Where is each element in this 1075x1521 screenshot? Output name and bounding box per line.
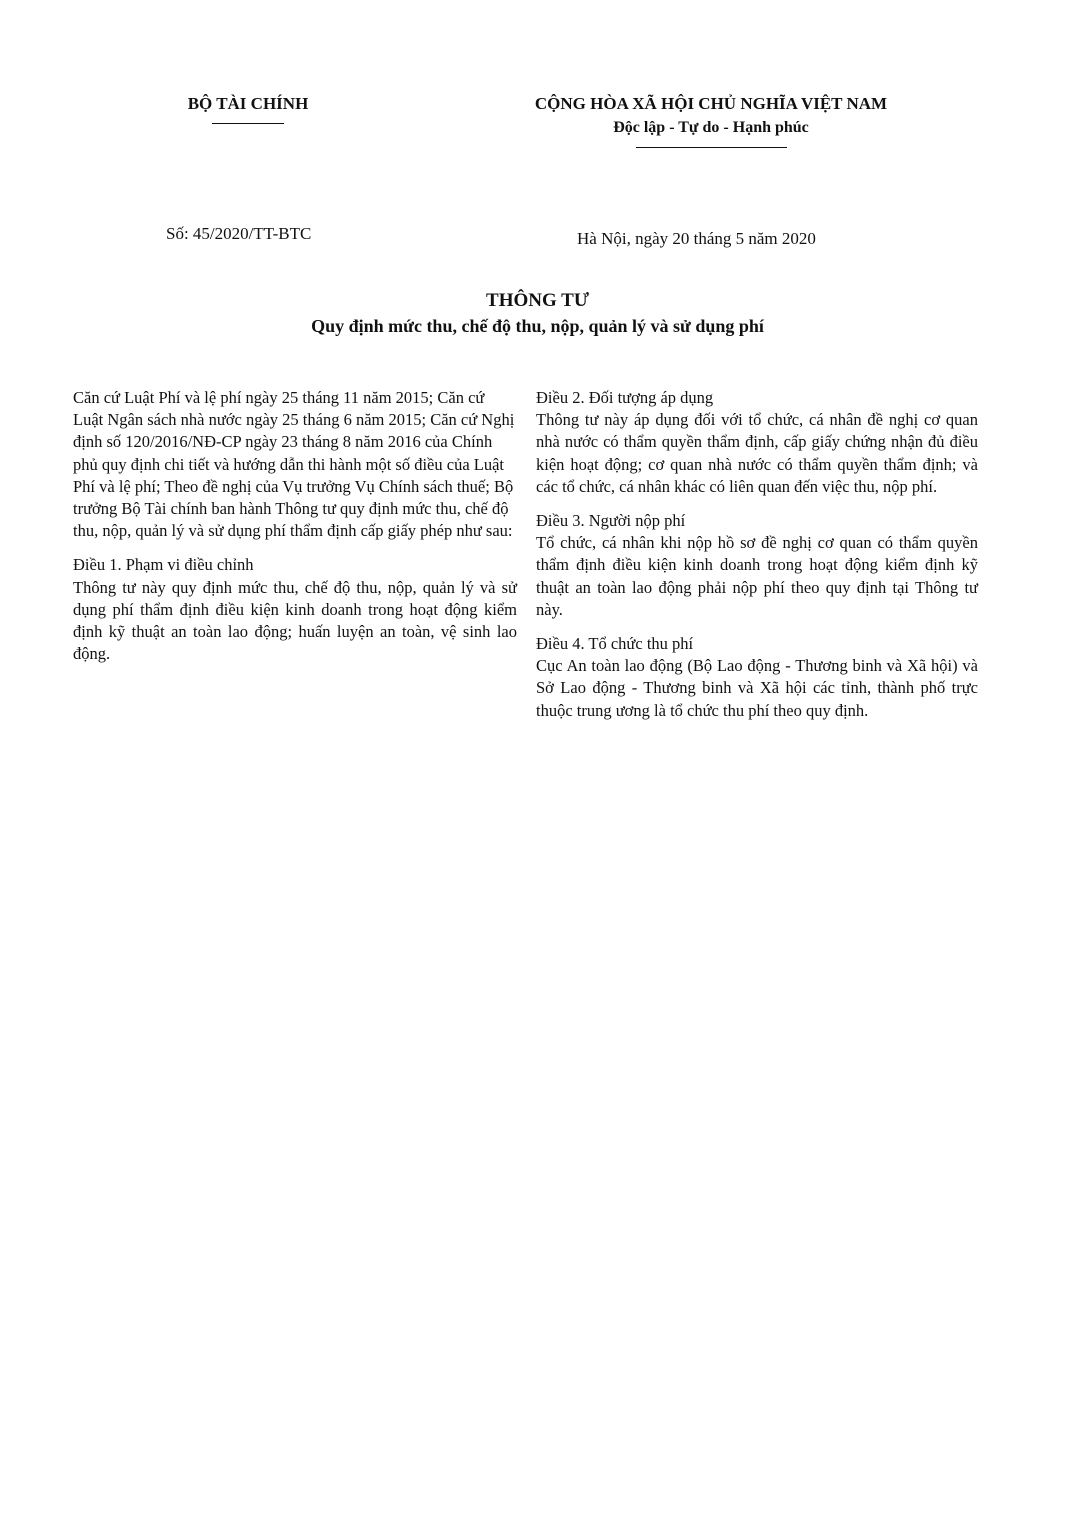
place-and-date: Hà Nội, ngày 20 tháng 5 năm 2020 — [577, 229, 816, 248]
article-heading: Điều 4. Tổ chức thu phí — [536, 634, 694, 654]
document-number: Số: 45/2020/TT-BTC — [166, 224, 312, 243]
article-body: Thông tư này quy định mức thu, chế độ thu, nộp, quản lý và sử dụng phí thẩm định điều kiện kinh doanh trong hoạt động kiểm định kỹ thuật an toàn lao động; huấn luyện an toàn, vệ sinh lao động. — [73, 577, 517, 664]
motto-underline — [636, 147, 787, 148]
article-body: Thông tư này áp dụng đối với tổ chức, cá nhân đề nghị cơ quan nhà nước có thẩm quyền thẩm định, cấp giấy chứng nhận đủ điều kiện hoạt động; cơ quan nhà nước có thẩm quyền thẩm định; và các tổ chức, cá nhân khác có liên quan đến việc thu, nộp phí. — [536, 410, 978, 496]
article-body: Tổ chức, cá nhân khi nộp hồ sơ đề nghị cơ quan có thẩm quyền thẩm định điều kiện kinh doanh trong hoạt động kiểm định kỹ thuật an toàn lao động phải nộp phí theo quy định tại Thông tư này. — [536, 533, 978, 619]
agency-underline — [212, 123, 284, 124]
article-heading: Điều 1. Phạm vi điều chỉnh — [73, 555, 254, 575]
article-heading: Điều 3. Người nộp phí — [536, 511, 686, 531]
right-column — [536, 387, 978, 722]
article-body: Cục An toàn lao động (Bộ Lao động - Thương binh và Xã hội) và Sở Lao động - Thương binh và Xã hội các tỉnh, thành phố trực thuộc trung ương là tổ chức thu phí theo quy định. — [536, 656, 978, 720]
national-title: CỘNG HÒA XÃ HỘI CHỦ NGHĨA VIỆT NAM — [534, 94, 888, 113]
article-heading: Điều 2. Đối tượng áp dụng — [536, 388, 714, 407]
left-column — [73, 387, 517, 665]
document-subtitle: Quy định mức thu, chế độ thu, nộp, quản lý và sử dụng phí — [311, 316, 764, 336]
preamble: Căn cứ Luật Phí và lệ phí ngày 25 tháng 11 năm 2015; Căn cứ Luật Ngân sách nhà nước ngày 25 tháng 6 năm 2015; Căn cứ Nghị định số 120/2016/NĐ-CP ngày 23 tháng 8 năm 2016 của Chính phủ quy định chi tiết và hướng dẫn thi hành một số điều của Luật Phí và lệ phí; Theo đề nghị của Vụ trưởng Vụ Chính sách thuế; Bộ trưởng Bộ Tài chính ban hành Thông tư quy định mức thu, chế độ thu, nộp, quản lý và sử dụng phí thẩm định cấp giấy phép như sau: — [73, 388, 515, 541]
document-title: THÔNG TƯ — [486, 290, 589, 311]
national-motto: Độc lập - Tự do - Hạnh phúc — [613, 119, 809, 136]
issuing-agency: BỘ TÀI CHÍNH — [187, 94, 309, 113]
